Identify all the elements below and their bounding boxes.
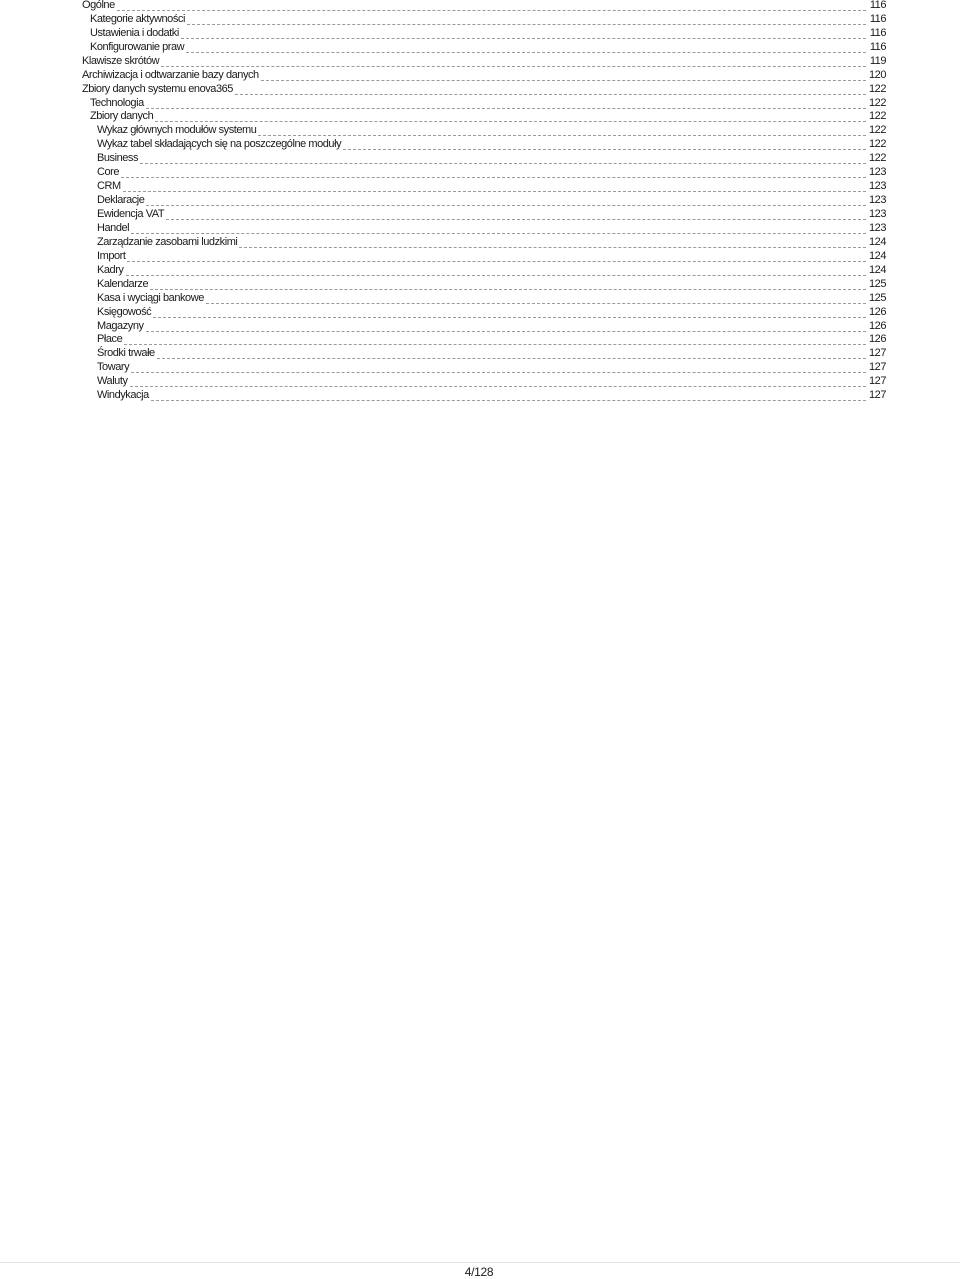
toc-entry[interactable] <box>82 207 886 221</box>
toc-entry-page: 122 <box>868 110 886 123</box>
dot-leader <box>146 331 866 332</box>
toc-entry-title: Środki trwałe <box>97 347 155 360</box>
toc-entry-title: Technologia <box>90 96 144 109</box>
toc-entry-title: CRM <box>97 180 121 193</box>
toc-entry[interactable] <box>82 82 886 96</box>
toc-entry-title: Towary <box>97 361 130 374</box>
toc-entry-page: 127 <box>868 347 886 360</box>
toc-entry-page: 124 <box>868 263 886 276</box>
toc-entry-page: 123 <box>868 166 886 179</box>
dot-leader <box>121 177 866 178</box>
dot-leader <box>130 386 866 387</box>
toc-entry[interactable] <box>82 96 886 110</box>
dot-leader <box>157 358 866 359</box>
toc-entry-page: 126 <box>868 305 886 318</box>
toc-entry-page: 124 <box>868 249 886 262</box>
page-number <box>0 1265 960 1279</box>
toc-entry-page: 116 <box>869 26 886 39</box>
toc-entry-page: 119 <box>869 54 886 67</box>
toc-entry-page: 116 <box>869 12 886 25</box>
dot-leader <box>261 80 866 81</box>
toc-entry-title: Zbiory danych <box>90 110 154 123</box>
toc-entry[interactable] <box>82 333 886 347</box>
toc-entry-title: Kasa i wyciągi bankowe <box>97 291 204 304</box>
toc-entry[interactable] <box>82 249 886 263</box>
toc-entry[interactable] <box>82 319 886 333</box>
toc-entry-title: Waluty <box>97 375 128 388</box>
toc-entry-page: 123 <box>868 194 886 207</box>
toc-entry[interactable] <box>82 26 886 40</box>
toc-entry-page: 122 <box>868 124 886 137</box>
toc-entry[interactable] <box>82 221 886 235</box>
toc-entry-title: Zarządzanie zasobami ludzkimi <box>97 235 238 248</box>
toc-entry[interactable] <box>82 123 886 137</box>
dot-leader <box>117 10 866 11</box>
dot-leader <box>124 344 866 345</box>
toc-entry-title: Konfigurowanie praw <box>90 40 185 53</box>
toc-entry-title: Klawisze skrótów <box>82 54 160 67</box>
toc-entry[interactable] <box>82 291 886 305</box>
dot-leader <box>155 121 866 122</box>
toc-entry-page: 127 <box>868 389 886 402</box>
toc-entry-title: Wykaz głównych modułów systemu <box>97 124 257 137</box>
dot-leader <box>239 247 866 248</box>
toc-entry[interactable] <box>82 374 886 388</box>
toc-entry-page: 127 <box>868 375 886 388</box>
dot-leader <box>140 163 866 164</box>
footer-divider <box>0 1262 960 1263</box>
toc-entry-page: 123 <box>868 208 886 220</box>
dot-leader <box>151 400 866 401</box>
toc-entry-title: Kadry <box>97 263 124 276</box>
toc-entry-page: 122 <box>868 138 886 151</box>
dot-leader <box>161 66 866 67</box>
dot-leader <box>206 303 866 304</box>
dot-leader <box>127 261 866 262</box>
toc-entry[interactable] <box>82 151 886 165</box>
toc-entry-title: Ustawienia i dodatki <box>90 26 179 39</box>
dot-leader <box>186 52 866 53</box>
page-indicator: 4/128 <box>464 1265 494 1279</box>
toc-entry-title: Deklaracje <box>97 194 145 207</box>
toc-entry[interactable] <box>82 193 886 207</box>
dot-leader <box>126 275 867 276</box>
toc-entry[interactable] <box>82 165 886 179</box>
toc-entry-page: 125 <box>868 277 886 290</box>
dot-leader <box>146 108 866 109</box>
toc-entry-title: Kategorie aktywności <box>90 12 185 25</box>
dot-leader <box>258 135 866 136</box>
toc-entry-title: Core <box>97 166 120 179</box>
toc-entry-title: Kalendarze <box>97 277 149 290</box>
toc-entry-page: 116 <box>869 40 886 53</box>
toc-entry-page: 126 <box>868 319 886 332</box>
dot-leader <box>343 149 866 150</box>
toc-entry-title: Windykacja <box>97 389 149 402</box>
toc-entry[interactable] <box>82 0 886 12</box>
dot-leader <box>150 289 866 290</box>
toc-entry-page: 123 <box>868 180 886 193</box>
toc-entry-page: 120 <box>868 68 886 81</box>
toc-entry[interactable] <box>82 346 886 360</box>
toc-entry[interactable] <box>82 235 886 249</box>
toc-entry[interactable] <box>82 54 886 68</box>
toc-entry[interactable] <box>82 305 886 319</box>
dot-leader <box>181 38 866 39</box>
toc-entry[interactable] <box>82 12 886 26</box>
dot-leader <box>235 94 866 95</box>
toc-entry[interactable] <box>82 40 886 54</box>
toc-entry-page: 123 <box>868 221 886 234</box>
toc-entry-title: Księgowość <box>97 305 152 318</box>
toc-entry-title: Handel <box>97 221 130 234</box>
toc-entry-title: Archiwizacja i odtwarzanie bazy danych <box>82 68 259 81</box>
toc-entry[interactable] <box>82 179 886 193</box>
toc-entry-title: Płace <box>97 333 123 346</box>
toc-entry-page: 125 <box>868 291 886 304</box>
toc-entry[interactable] <box>82 137 886 151</box>
toc-entry-title: Magazyny <box>97 319 144 332</box>
toc-entry-page: 122 <box>868 152 886 165</box>
table-of-contents <box>82 0 886 402</box>
toc-entry-page: 124 <box>868 235 886 248</box>
toc-entry-title: Zbiory danych systemu enova365 <box>82 82 233 95</box>
toc-entry-page: 116 <box>869 0 886 11</box>
toc-entry-title: Business <box>97 152 139 165</box>
toc-entry[interactable] <box>82 388 886 402</box>
dot-leader <box>153 317 866 318</box>
toc-entry[interactable] <box>82 263 886 277</box>
toc-entry-title: Ewidencja VAT <box>97 208 165 220</box>
toc-entry-page: 122 <box>868 96 886 109</box>
dot-leader <box>123 191 866 192</box>
dot-leader <box>166 219 866 220</box>
dot-leader <box>146 205 866 206</box>
toc-entry-title: Ogólne <box>82 0 115 11</box>
toc-entry-page: 122 <box>868 82 886 95</box>
dot-leader <box>187 24 866 25</box>
toc-entry[interactable] <box>82 68 886 82</box>
toc-entry-title: Wykaz tabel składających się na poszczególne moduły <box>97 138 342 151</box>
dot-leader <box>131 372 866 373</box>
toc-entry-title: Import <box>97 249 126 262</box>
toc-entry[interactable] <box>82 110 886 124</box>
dot-leader <box>131 233 866 234</box>
toc-entry[interactable] <box>82 360 886 374</box>
toc-entry-page: 127 <box>868 361 886 374</box>
toc-entry[interactable] <box>82 277 886 291</box>
toc-entry-page: 126 <box>868 333 886 346</box>
